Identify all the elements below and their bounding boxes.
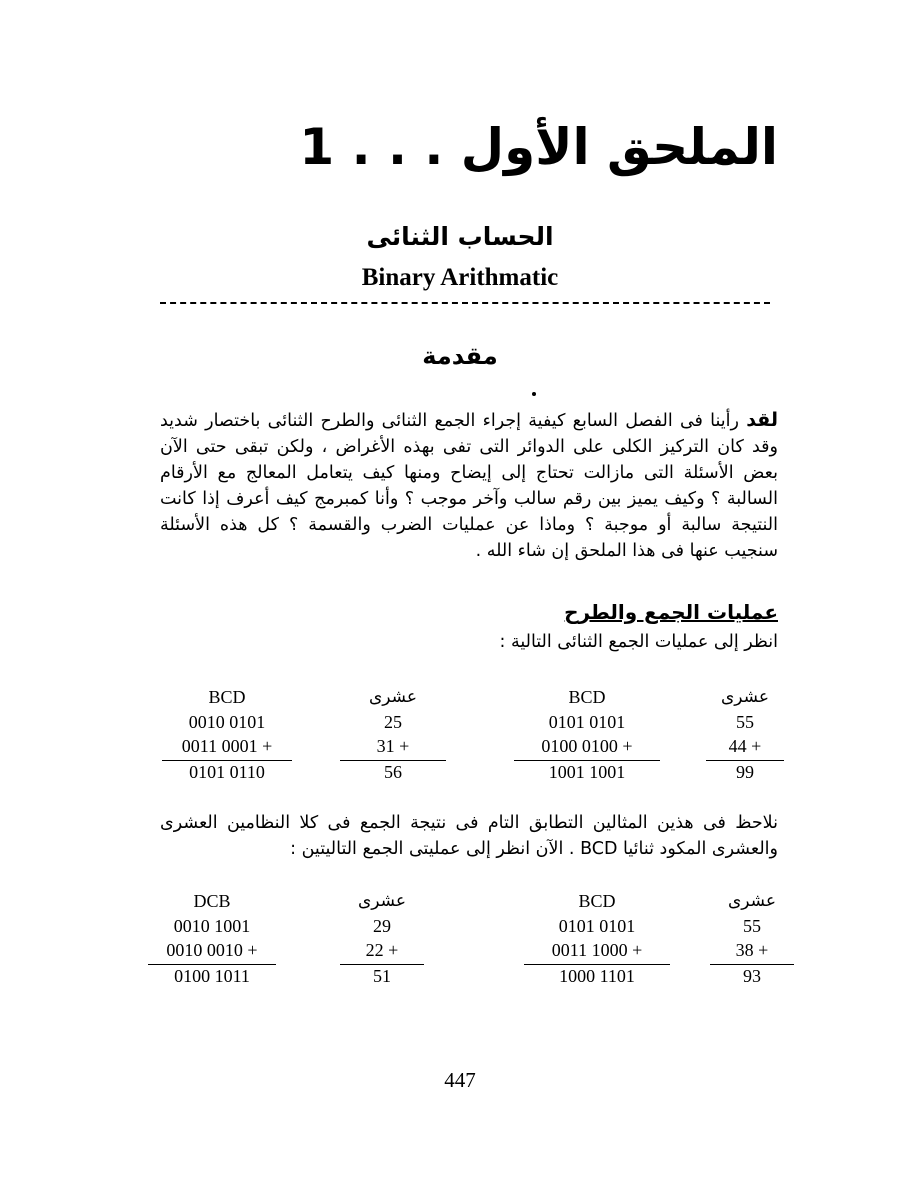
- operand-1: 55: [743, 916, 761, 936]
- operand-2: 0100 0100 +: [541, 736, 633, 756]
- sum-result: 0101 0110: [189, 762, 265, 782]
- operand-2: 0010 0010 +: [166, 940, 258, 960]
- section-intro-line: انظر إلى عمليات الجمع الثنائى التالية :: [499, 632, 778, 652]
- example1-decimal-left: [340, 684, 446, 785]
- example2-dcb-left: [148, 888, 276, 989]
- operand-1: 0010 0101: [188, 712, 266, 732]
- example1-decimal-right: [706, 684, 784, 785]
- operand-1: 0101 0101: [558, 916, 636, 936]
- operand-1: 55: [736, 712, 754, 732]
- sum-result: 0100 1011: [174, 966, 250, 986]
- stray-dot: [532, 392, 536, 396]
- operand-1: 0101 0101: [548, 712, 626, 732]
- operand-2: 44 +: [728, 736, 762, 756]
- dashed-divider: [160, 302, 770, 304]
- column-header: عشرى: [369, 687, 417, 707]
- sum-result: 1001 1001: [548, 762, 626, 782]
- sum-result: 1000 1101: [559, 966, 635, 986]
- operand-2: 31 +: [376, 736, 410, 756]
- lead-word: لقد: [746, 409, 778, 431]
- sum-result: 93: [743, 966, 761, 986]
- page-title: الملحق الأول . . . 1: [299, 118, 778, 176]
- section-title: عمليات الجمع والطرح: [564, 600, 778, 624]
- sum-result: 51: [373, 966, 391, 986]
- operand-2: 0011 1000 +: [551, 940, 643, 960]
- column-header: BCD: [578, 891, 616, 911]
- column-header: BCD: [208, 687, 246, 707]
- operand-1: 0010 1001: [173, 916, 251, 936]
- example2-decimal-right: [710, 888, 794, 989]
- operand-1: 25: [384, 712, 402, 732]
- operand-2: 22 +: [365, 940, 399, 960]
- intro-heading: مقدمة: [422, 342, 498, 370]
- page-number: 447: [444, 1068, 476, 1092]
- sum-result: 99: [736, 762, 754, 782]
- operand-2: 0011 0001 +: [181, 736, 273, 756]
- sum-result: 56: [384, 762, 402, 782]
- intro-paragraph: [160, 407, 778, 564]
- example1-bcd-left: [162, 684, 292, 785]
- operand-1: 29: [373, 916, 391, 936]
- column-header: عشرى: [721, 687, 769, 707]
- operand-2: 38 +: [735, 940, 769, 960]
- chapter-subtitle-english: Binary Arithmatic: [361, 264, 559, 291]
- note-paragraph: نلاحظ فى هذين المثالين التطابق التام فى نتيجة الجمع فى كلا النظامين العشرى والعشرى المكود ثنائيا BCD . الآن انظر إلى عمليتى الجمع التاليتين :: [160, 813, 778, 859]
- column-header: DCB: [193, 891, 231, 911]
- intro-text: رأينا فى الفصل السابع كيفية إجراء الجمع الثنائى والطرح الثنائى باختصار شديد وقد كان التركيز الكلى على الدوائر التى تفى بهذه الأغراض ، ولكن تبقى حتى الآن بعض الأسئلة التى مازالت تحتاج إلى إيضاح ومنها كيف يتعامل المعالج مع الأرقام السالبة ؟ وكيف يميز بين رقم سالب وآخر موجب ؟ وأنا كمبرمج كيف أعرف إذا كانت النتيجة سالبة أو موجبة ؟ وماذا عن عمليات الضرب والقسمة ؟ كل هذه الأسئلة سنجيب عنها فى هذا الملحق إن شاء الله .: [160, 411, 778, 561]
- column-header: عشرى: [358, 891, 406, 911]
- example1-bcd-right: [514, 684, 660, 785]
- example2-bcd-right: [524, 888, 670, 989]
- example2-decimal-left: [340, 888, 424, 989]
- column-header: عشرى: [728, 891, 776, 911]
- chapter-subtitle-arabic: الحساب الثنائى: [366, 222, 554, 251]
- column-header: BCD: [568, 687, 606, 707]
